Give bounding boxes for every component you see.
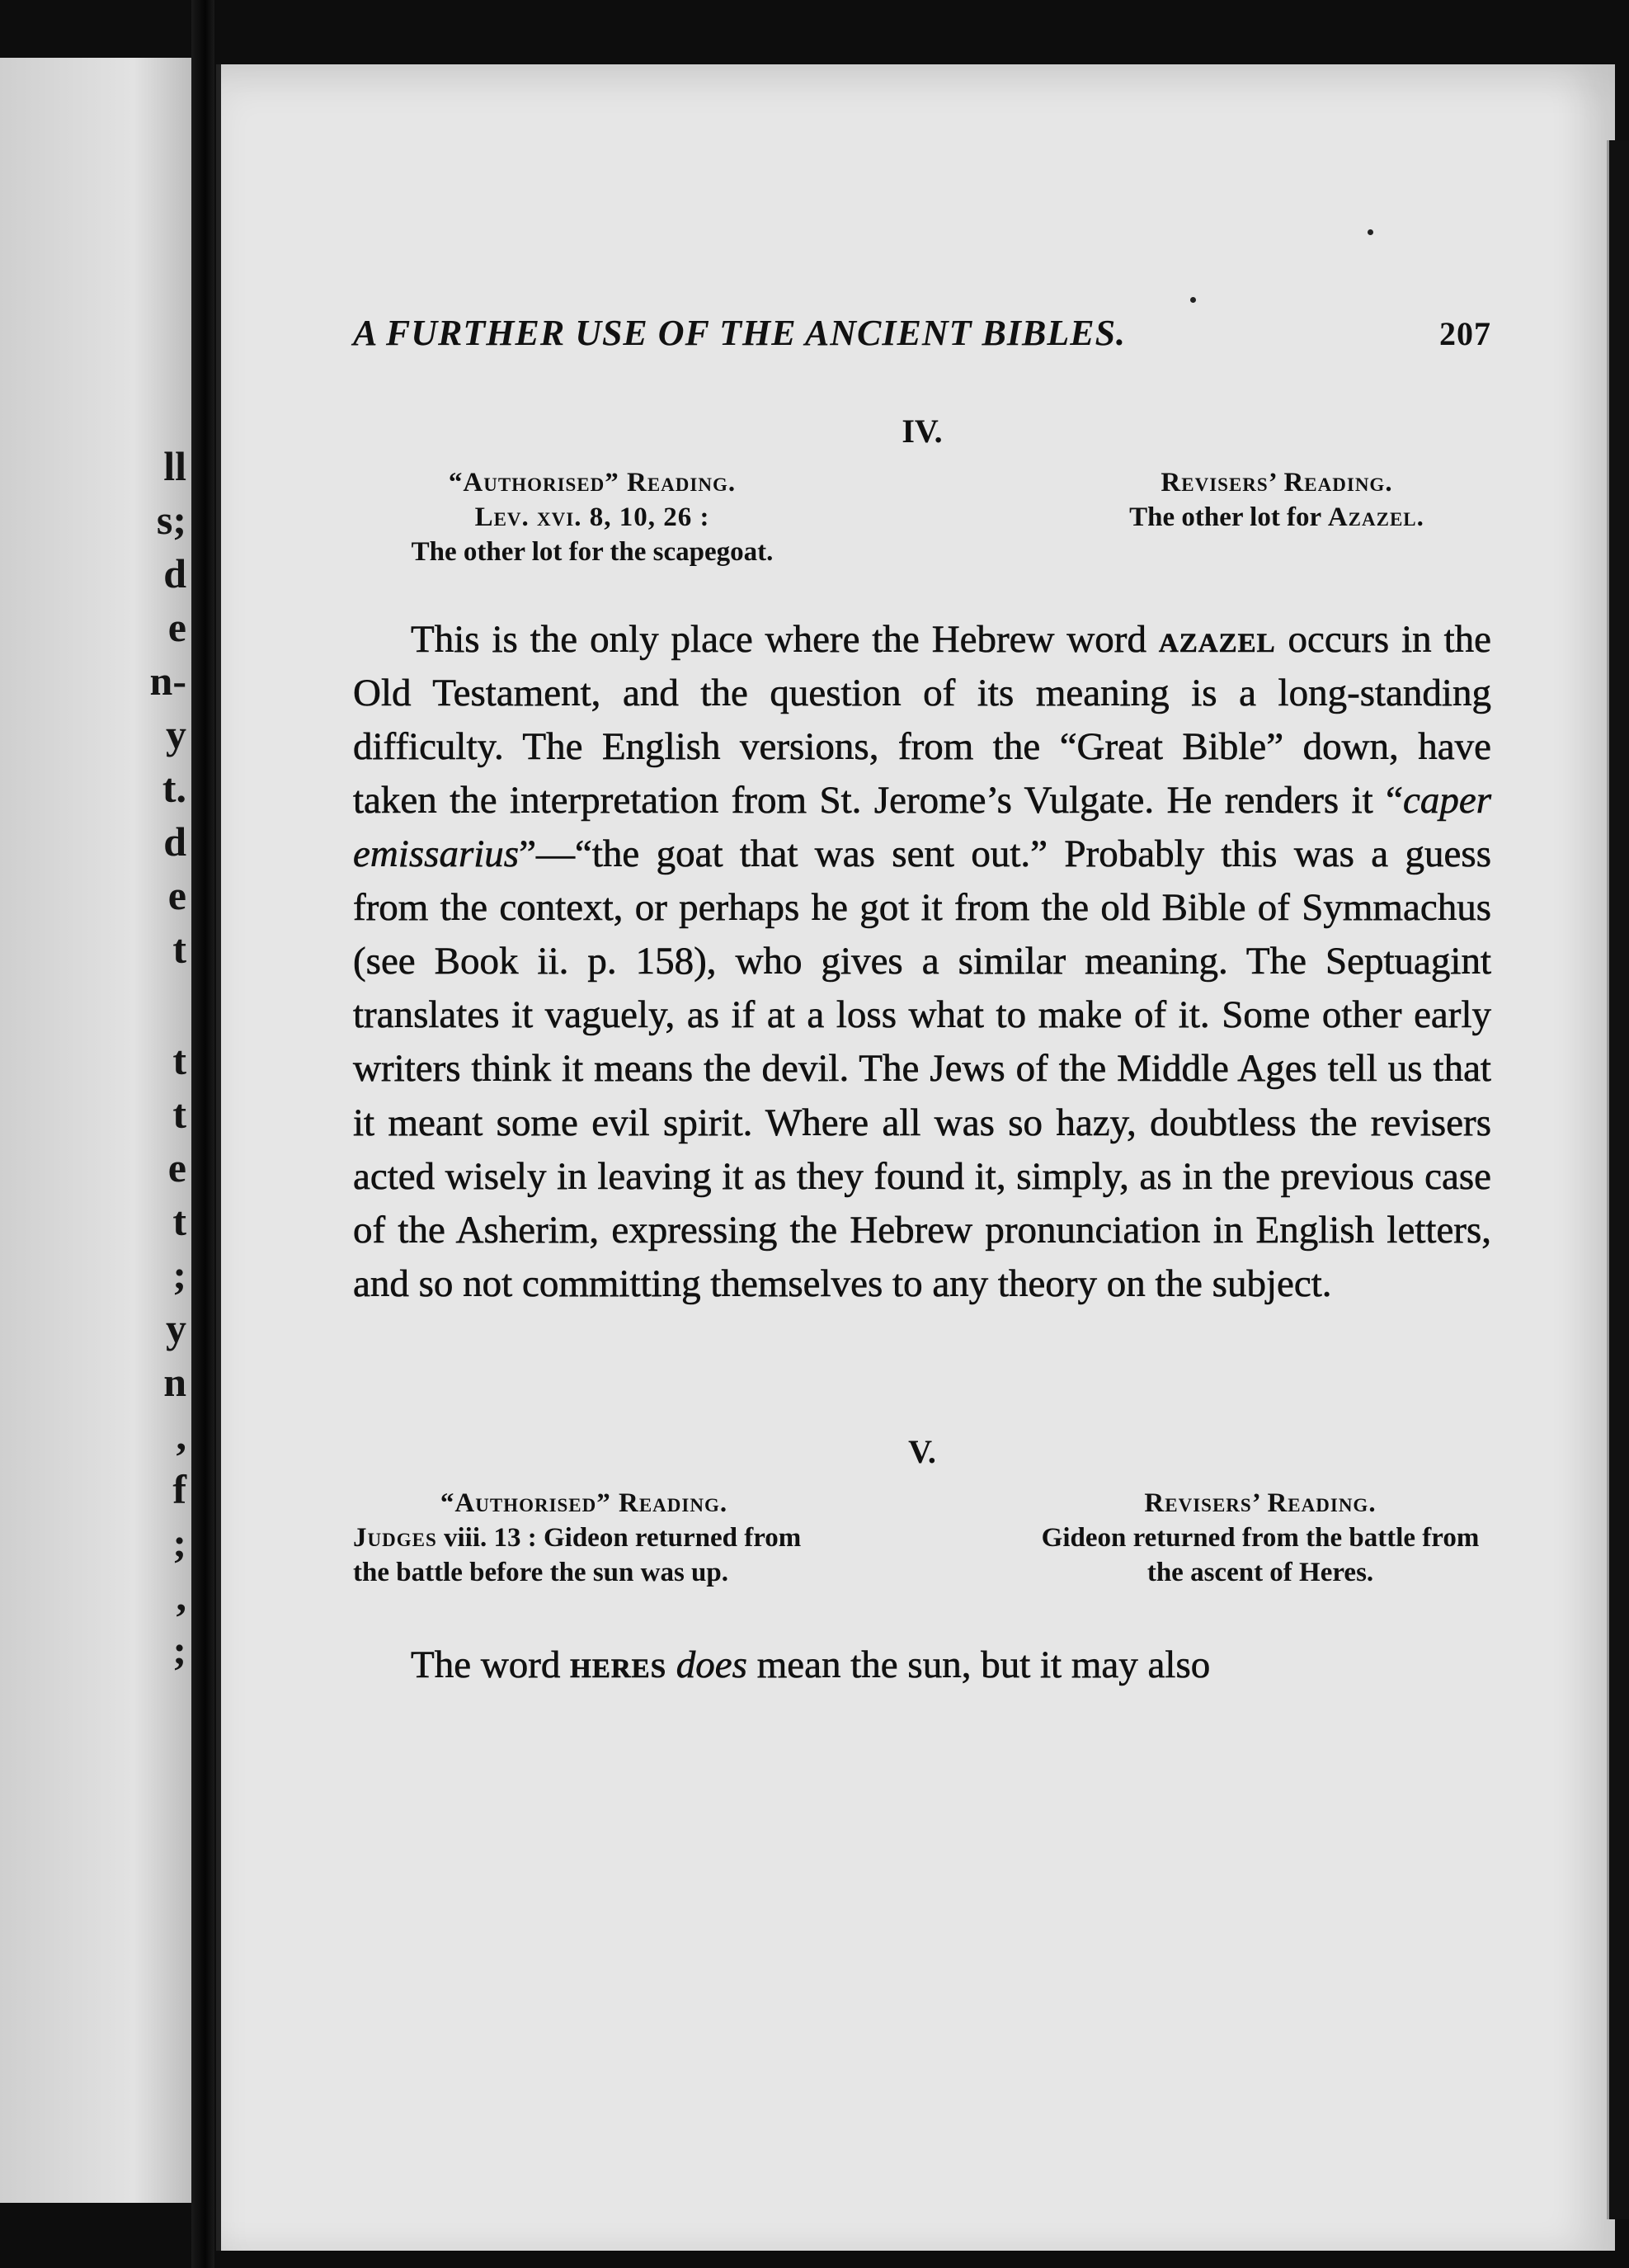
- revisers-heading: Revisers’ Reading.: [1161, 468, 1393, 497]
- para-italic-latin: caper emissarius: [353, 778, 1491, 876]
- authorised-reference: Lev. xvi. 8, 10, 26 :: [474, 502, 710, 533]
- left-fragment: ;: [172, 1520, 186, 1566]
- authorised-heading: “Authorised” Reading.: [440, 1488, 728, 1518]
- section-number-v: V.: [908, 1432, 936, 1470]
- page-number: 207: [1439, 315, 1491, 352]
- speck: [1368, 229, 1373, 235]
- left-fragment: e: [167, 872, 186, 918]
- left-fragment: ll: [163, 443, 186, 489]
- left-fragment: t: [172, 1091, 186, 1137]
- left-fragment: ,: [176, 1412, 186, 1459]
- page-content: [353, 312, 1491, 1731]
- revisers-text: Gideon returned from the battle from the ascent of Heres.: [1041, 1523, 1480, 1588]
- left-fragment: d: [163, 550, 186, 596]
- authorised-text-body: viii. 13 : Gideon returned from the battle before the sun was up.: [353, 1523, 802, 1588]
- para-text: occurs in the Old Testament, and the question of its meaning is a long-standing difficulty. The English versions, from the “Great Bible” down, have taken the interpretation from St. Jerome’s Vulgate. He renders it “: [353, 617, 1492, 822]
- body-paragraph-iv: [353, 613, 1491, 1311]
- book-gutter: [191, 0, 214, 2268]
- left-fragment: e: [167, 604, 186, 650]
- authorised-text: [353, 1521, 815, 1590]
- revisers-reading-iv: [1062, 465, 1491, 570]
- left-fragment: t: [172, 926, 186, 972]
- authorised-reference: Judges: [353, 1523, 437, 1554]
- authorised-heading: “Authorised” Reading.: [448, 468, 737, 497]
- revisers-reading-v: [1029, 1486, 1491, 1591]
- left-fragment: t.: [162, 765, 186, 811]
- para-text: ”—“the goat that was sent out.” Probably this was a guess from the context, or perhaps he got it from the old Bible of Symmachus (see Book ii. p. 158), who gives a similar meaning. The Septuagint translates it vaguely, as if at a loss what to make of it. Some other early writers think it means the devil. The Jews of the Middle Ages tell us that it meant some evil spirit. Where all was so hazy, doubtless the revisers acted wisely in leaving it as they found it, simply, as in the previous case of the Asherim, expressing the Hebrew pronunciation in English letters, and so not committing themselves to any theory on the subject.: [353, 832, 1491, 1305]
- speck: [1190, 297, 1196, 303]
- para-text: This is the only place where the Hebrew word: [411, 617, 1159, 661]
- left-fragment: f: [172, 1466, 186, 1512]
- left-fragment: n-: [149, 658, 186, 704]
- left-fragment: e: [167, 1144, 186, 1191]
- left-page: [0, 58, 191, 2203]
- readings-iv: [353, 465, 1491, 570]
- left-fragment: t: [172, 1037, 186, 1083]
- revisers-text-prefix: The other lot for: [1129, 502, 1328, 533]
- left-fragment: y: [166, 1305, 186, 1351]
- para-smallcaps-word: heres: [570, 1643, 667, 1686]
- running-head: [353, 312, 1491, 354]
- left-fragment: ;: [172, 1627, 186, 1673]
- section-number-iv: IV.: [902, 413, 943, 450]
- readings-v: [353, 1486, 1491, 1591]
- left-fragment: ,: [176, 1573, 186, 1620]
- right-book-edge: [1607, 140, 1629, 2219]
- revisers-text-word: Azazel.: [1327, 502, 1424, 533]
- revisers-text: [1062, 500, 1491, 535]
- body-paragraph-v: [353, 1639, 1491, 1692]
- para-smallcaps-word: azazel: [1158, 617, 1276, 661]
- revisers-heading: Revisers’ Reading.: [1144, 1488, 1377, 1518]
- authorised-text: The other lot for the scapegoat.: [411, 537, 774, 568]
- left-fragment: ;: [172, 1252, 186, 1298]
- left-fragment: y: [166, 711, 186, 757]
- para-text: The word: [411, 1643, 571, 1686]
- left-fragment: s;: [156, 497, 186, 543]
- para-text: mean the sun, but it may also: [746, 1643, 1211, 1686]
- left-fragment: d: [163, 818, 186, 865]
- left-fragment: t: [172, 1198, 186, 1244]
- left-fragment: n: [163, 1359, 186, 1405]
- authorised-reading-iv: [353, 465, 831, 570]
- authorised-reading-v: [353, 1486, 815, 1591]
- para-italic-word: does: [676, 1643, 747, 1686]
- main-page: [216, 64, 1615, 2251]
- running-head-title: A FURTHER USE OF THE ANCIENT BIBLES.: [353, 313, 1127, 353]
- para-text: [666, 1643, 676, 1686]
